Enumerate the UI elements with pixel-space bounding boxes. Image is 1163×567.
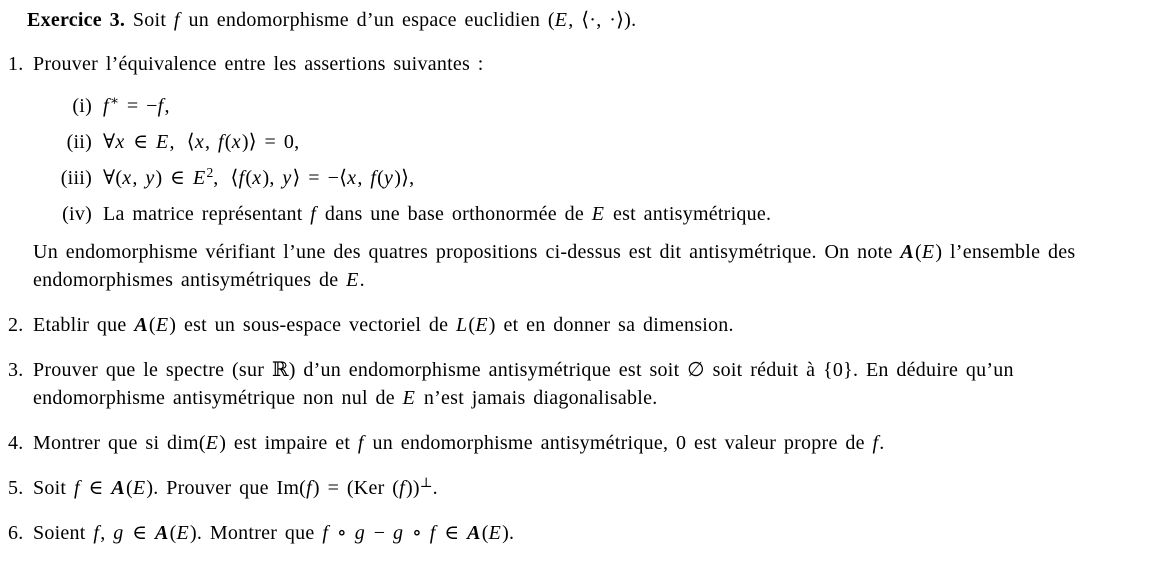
question-1 <box>8 50 1108 294</box>
question-1-number: 1. <box>8 53 24 75</box>
question-5-text: Soit f ∈ A(E). Prouver que Im(f) = (Ker (f))⊥. <box>33 475 438 499</box>
question-2-text: Etablir que A(E) est un sous-espace vectoriel de L(E) et en donner sa dimension. <box>33 314 734 336</box>
question-5 <box>8 474 1108 502</box>
question-6-text: Soient f, g ∈ A(E). Montrer que f ∘ g − g ∘ f ∈ A(E). <box>33 522 515 544</box>
question-3 <box>8 356 1108 412</box>
assertion-ii <box>33 128 1108 156</box>
assertion-iv-text: La matrice représentant f dans une base orthonormée de E est antisymétrique. <box>103 203 772 225</box>
assertion-i <box>33 92 1108 120</box>
question-3-text: Prouver que le spectre (sur ℝ) d’un endomorphisme antisymétrique est soit ∅ soit réduit à {0}. En déduire qu’un endomorphisme antisymétrique non nul de E n’est jamais diagonalisable. <box>33 359 1014 409</box>
question-1-body <box>33 50 1108 294</box>
question-4-number: 4. <box>8 432 24 454</box>
question-4-text: Montrer que si dim(E) est impaire et f un endomorphisme antisymétrique, 0 est valeur propre de f. <box>33 432 885 454</box>
exercise-heading: Exercice 3. Soit f un endomorphisme d’un espace euclidien (E, ⟨·, ·⟩). <box>27 9 637 31</box>
question-2 <box>8 311 1108 339</box>
assertion-iii-text: ∀(x, y) ∈ $E^2$, ⟨f(x), y⟩ = −⟨x, f(y)⟩, <box>103 165 415 189</box>
assertion-iv <box>33 200 1108 228</box>
assertion-iii-label: (iii) <box>60 167 92 189</box>
assertion-i-text: f∗ = −f, <box>103 93 170 117</box>
assertion-i-label: (i) <box>72 95 92 117</box>
question-6-number: 6. <box>8 522 24 544</box>
question-2-number: 2. <box>8 314 24 336</box>
definition-note: Un endomorphisme vérifiant l’une des quatres propositions ci-dessus est dit antisymétrique. On note A(E) l’ensemble des endomorphismes antisymétriques de E. <box>33 241 1076 291</box>
question-5-number: 5. <box>8 477 24 499</box>
question-3-number: 3. <box>8 359 24 381</box>
assertion-ii-text: ∀x ∈ E, ⟨x, f(x)⟩ = 0, <box>103 131 300 153</box>
assertion-ii-label: (ii) <box>66 131 92 153</box>
question-6 <box>8 519 1108 547</box>
assertions-list <box>33 92 1108 228</box>
assertion-iv-label: (iv) <box>62 203 92 225</box>
assertion-iii <box>33 164 1108 192</box>
question-1-text: Prouver l’équivalence entre les assertions suivantes : <box>33 53 484 75</box>
question-4 <box>8 429 1108 457</box>
